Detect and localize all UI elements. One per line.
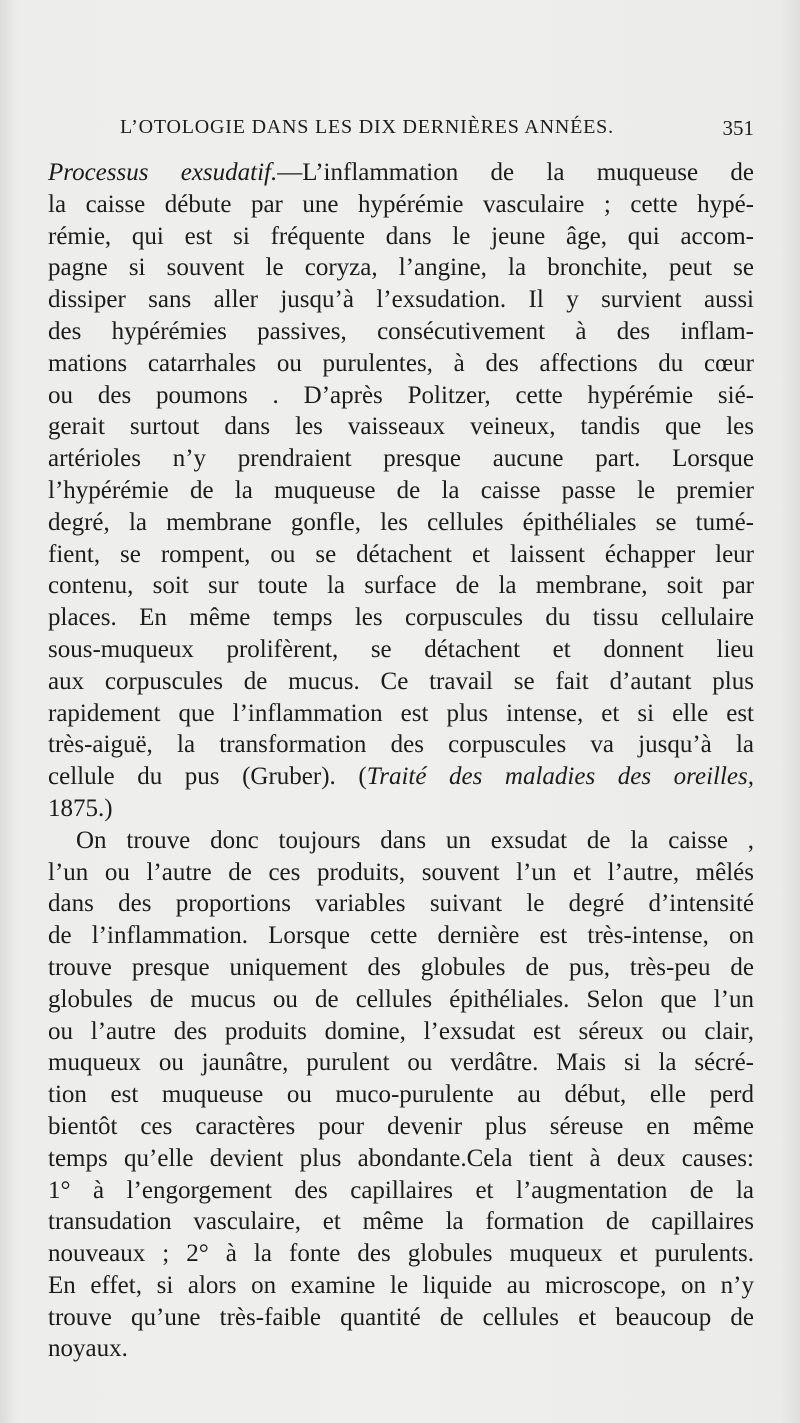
text-segment: des hypérémies passives, consécutivement à des inflam- [48,317,754,345]
text-segment: l’hypérémie de la muqueuse de la caisse passe le premier [48,476,754,504]
text-segment: artérioles n’y prendraient presque aucune part. Lorsque [48,445,754,473]
text-line [48,634,754,666]
text-line [48,761,754,793]
text-segment: gerait surtout dans les vaisseaux veineux, tandis que les [48,413,754,441]
text-line [48,157,754,189]
running-title: L’OTOLOGIE DANS LES DIX DERNIÈRES ANNÉES. [120,116,614,138]
text-line [48,348,754,380]
text-line [48,316,754,348]
text-line [48,411,754,443]
text-line [48,1016,754,1048]
text-segment: places. En même temps les corpuscules du tissu cellulaire [48,604,754,632]
text-line [48,698,754,730]
text-segment: tion est muqueuse ou muco-purulente au début, elle perd [48,1081,754,1109]
text-line [48,952,754,984]
text-line [48,443,754,475]
text-segment: degré, la membrane gonfle, les cellules épithéliales se tumé- [48,508,754,536]
text-line [48,1143,754,1175]
text-line [48,1302,754,1334]
text-line [48,539,754,571]
text-line [48,729,754,761]
text-segment: On trouve donc toujours dans un exsudat de la caisse , [76,826,754,854]
text-segment: sous-muqueux prolifèrent, se détachent et donnent lieu [48,635,754,663]
text-segment: rémie, qui est si fréquente dans le jeune âge, qui accom- [48,222,754,250]
italic-text: Processus exsudatif. [48,159,278,186]
text-line [48,570,754,602]
text-segment: trouve presque uniquement des globules de pus, très-peu de [48,953,754,981]
text-segment: contenu, soit sur toute la surface de la membrane, soit par [48,572,754,600]
text-line [48,888,754,920]
text-line [48,857,754,889]
text-segment: mations catarrhales ou purulentes, à des affections du cœur [48,349,754,377]
text-segment: ou des poumons . D’après Politzer, cette hypérémie sié- [48,381,754,409]
text-segment: très-aiguë, la transformation des corpuscules va jusqu’à la [48,731,754,759]
text-segment: 1° à l’engorgement des capillaires et l’augmentation de la [48,1176,754,1204]
text-line [48,1206,754,1238]
text-segment: aux corpuscules de mucus. Ce travail se fait d’autant plus [48,667,754,695]
text-segment: rapidement que l’inflammation est plus intense, et si elle est [48,699,754,727]
body-text [48,157,754,1365]
text-segment: l’un ou l’autre de ces produits, souvent l’un et l’autre, mêlés [48,858,754,886]
text-line [48,380,754,412]
text-line [48,1175,754,1207]
text-line [48,1047,754,1079]
text-segment: de l’inflammation. Lorsque cette dernière est très-intense, on [48,922,754,950]
text-line [48,602,754,634]
text-line [48,189,754,221]
text-segment: —L’inflammation de la muqueuse de [277,159,754,186]
text-line [48,1333,754,1365]
text-segment: En effet, si alors on examine le liquide au microscope, on n’y [48,1271,754,1299]
text-segment: 1875.) [48,794,113,822]
paragraph [48,157,754,825]
text-segment: dissiper sans aller jusqu’à l’exsudation. Il y survient aussi [48,286,754,314]
text-segment: la caisse débute par une hypérémie vasculaire ; cette hypé- [48,190,754,218]
text-line [48,1238,754,1270]
text-segment: temps qu’elle devient plus abondante.Cela tient à deux causes: [48,1144,754,1172]
page-number: 351 [722,116,754,140]
text-segment: pagne si souvent le coryza, l’angine, la bronchite, peut se [48,254,754,282]
running-head [48,116,754,146]
text-segment: cellule du pus (Gruber). ( [48,763,367,791]
text-line [48,221,754,253]
text-segment: dans des proportions variables suivant le degré d’intensité [48,890,754,918]
text-line [48,1079,754,1111]
text-segment: trouve qu’une très-faible quantité de cellules et beaucoup de [48,1303,754,1331]
text-line [48,507,754,539]
text-segment: fient, se rompent, ou se détachent et laissent échapper leur [48,540,754,568]
text-segment: globules de mucus ou de cellules épithéliales. Selon que l’un [48,985,754,1013]
text-line [48,666,754,698]
text-line [48,984,754,1016]
text-line [48,284,754,316]
text-line [48,475,754,507]
text-line [48,825,754,857]
text-segment: ou l’autre des produits domine, l’exsudat est séreux ou clair, [48,1017,754,1045]
paragraph [48,825,754,1366]
text-segment: nouveaux ; 2° à la fonte des globules muqueux et purulents. [48,1240,754,1268]
text-segment: noyaux. [48,1335,128,1363]
text-segment: bientôt ces caractères pour devenir plus séreuse en même [48,1112,754,1140]
text-segment: transudation vasculaire, et même la formation de capillaires [48,1208,754,1236]
text-line [48,920,754,952]
text-line [48,1111,754,1143]
text-segment: muqueux ou jaunâtre, purulent ou verdâtre. Mais si la sécré- [48,1049,754,1077]
italic-text: Traité des maladies des oreilles, [366,763,754,791]
text-line [48,252,754,284]
text-line [48,793,754,825]
text-line [48,1270,754,1302]
